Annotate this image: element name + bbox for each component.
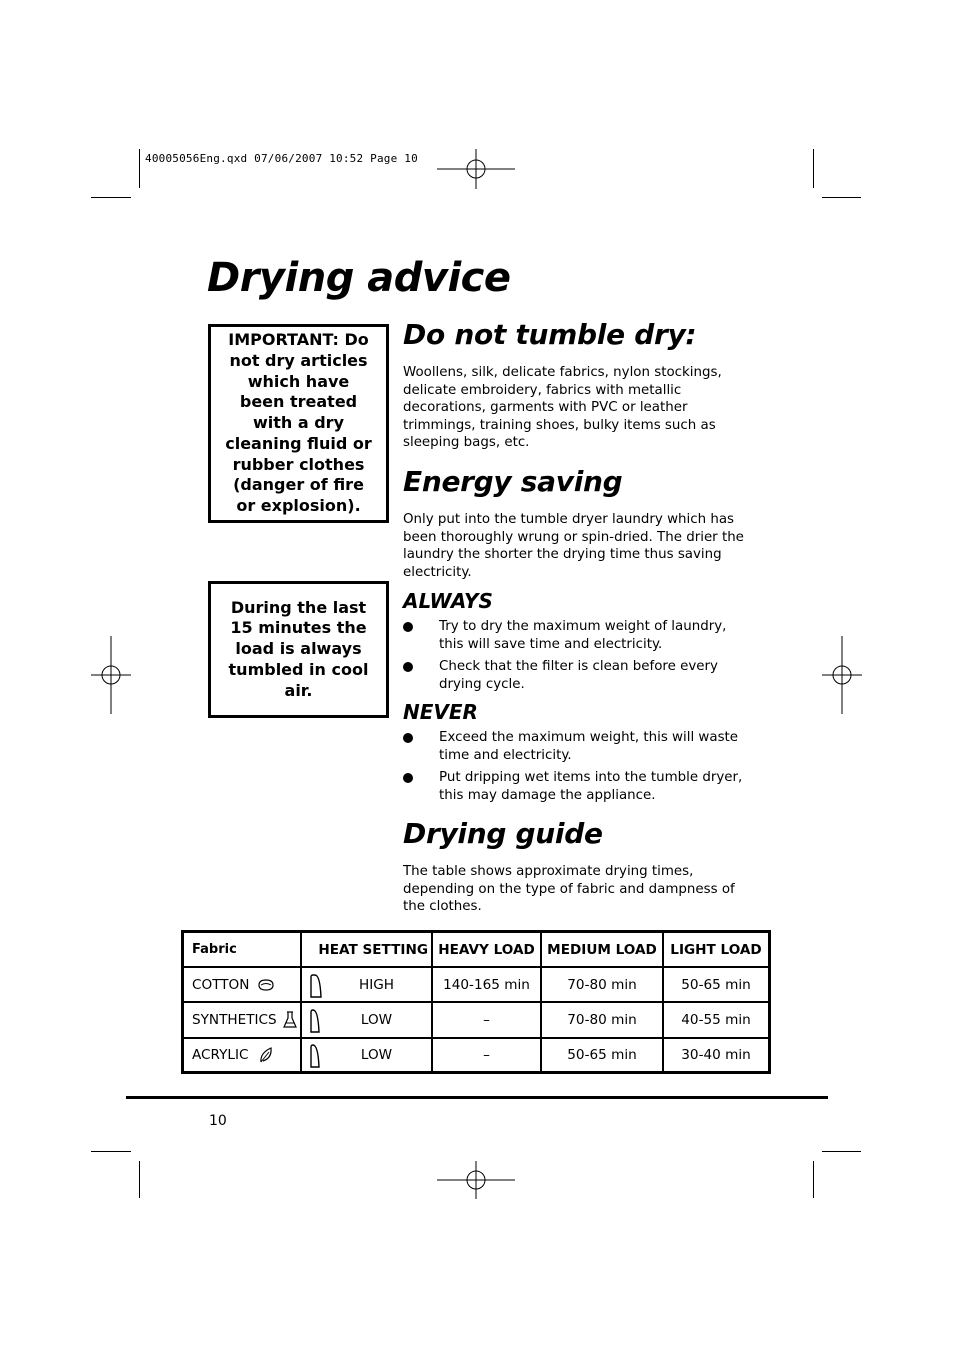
list-item-text: Exceed the maximum weight, this will waste time and electricity. — [439, 730, 739, 763]
table-row — [192, 968, 300, 1001]
table-row — [192, 1003, 300, 1037]
heavy-load-time: – — [483, 1012, 490, 1028]
list-item — [403, 618, 748, 653]
never-heading: NEVER — [403, 700, 478, 724]
cool-air-note-text: During the last 15 minutes the load is always tumbled in cool air. — [228, 597, 369, 700]
registration-mark-icon — [822, 636, 862, 714]
bullet-icon — [403, 773, 413, 783]
list-item-text: Check that the filter is clean before every drying cycle. — [439, 659, 718, 692]
drying-guide-text: The table shows approximate drying times, depending on the type of fabric and dampness of the clothes. — [403, 864, 735, 914]
print-slug: 40005056Eng.qxd 07/06/2007 10:52 Page 10 — [145, 152, 418, 165]
cool-air-note-box — [208, 581, 389, 718]
light-load-time: 50-65 min — [681, 976, 751, 993]
crop-mark — [822, 197, 861, 198]
footer-rule — [126, 1096, 828, 1099]
medium-load-time: 50-65 min — [567, 1047, 637, 1063]
crop-mark — [813, 149, 814, 188]
fabric-label: ACRYLIC — [192, 1047, 249, 1063]
list-item-text: Try to dry the maximum weight of laundry, this will save time and electricity. — [439, 619, 727, 652]
page-title: Drying advice — [207, 255, 511, 301]
crop-mark — [91, 1151, 131, 1152]
heavy-load-time: – — [483, 1047, 490, 1063]
medium-load-time: 70-80 min — [567, 976, 637, 993]
fabric-label: SYNTHETICS — [192, 1012, 277, 1028]
registration-mark-icon — [437, 149, 515, 189]
heat-setting: HIGH — [359, 976, 394, 993]
table-row — [192, 1039, 300, 1071]
low-heat-icon — [309, 1009, 321, 1033]
cotton-tumble-icon — [257, 978, 275, 992]
table-header-heat: HEAT SETTING — [318, 941, 428, 958]
list-item-text: Put dripping wet items into the tumble dryer, this may damage the appliance. — [439, 770, 743, 803]
bullet-icon — [403, 662, 413, 672]
important-warning-box — [208, 324, 389, 523]
crop-mark — [139, 149, 140, 188]
bullet-icon — [403, 622, 413, 632]
list-item — [403, 729, 748, 764]
high-heat-icon — [309, 974, 323, 998]
fabric-label: COTTON — [192, 976, 250, 993]
list-item — [403, 769, 748, 804]
heavy-load-time: 140-165 min — [443, 976, 530, 993]
synthetics-flask-icon — [283, 1011, 297, 1029]
table-header-medium: MEDIUM LOAD — [547, 941, 657, 958]
table-header-light: LIGHT LOAD — [670, 941, 762, 958]
bullet-icon — [403, 733, 413, 743]
important-warning-text: IMPORTANT: Do not dry articles which have been treated with a dry cleaning fluid or rubber clothes (danger of fire or explosion). — [225, 329, 372, 516]
low-heat-icon — [309, 1044, 321, 1068]
always-heading: ALWAYS — [403, 589, 493, 613]
light-load-time: 40-55 min — [681, 1012, 751, 1028]
crop-mark — [813, 1161, 814, 1198]
table-header-heavy: HEAVY LOAD — [438, 941, 535, 958]
energy-saving-heading: Energy saving — [403, 465, 623, 498]
drying-guide-heading: Drying guide — [403, 817, 603, 850]
do-not-tumble-heading: Do not tumble dry: — [403, 318, 697, 351]
page-number: 10 — [209, 1113, 227, 1129]
heat-setting: LOW — [360, 1047, 393, 1063]
do-not-tumble-text: Woollens, silk, delicate fabrics, nylon stockings, delicate embroidery, fabrics with metallic decorations, garments with PVC or leather trimmings, training shoes, bulky items such as sleeping bags, etc. — [403, 365, 722, 450]
crop-mark — [822, 1151, 861, 1152]
acrylic-leaf-icon — [259, 1047, 273, 1063]
crop-mark — [91, 197, 131, 198]
registration-mark-icon — [437, 1161, 515, 1199]
crop-mark — [139, 1161, 140, 1198]
medium-load-time: 70-80 min — [567, 1012, 637, 1028]
energy-saving-text: Only put into the tumble dryer laundry which has been thoroughly wrung or spin-dried. The drier the laundry the shorter the drying time thus saving electricity. — [403, 512, 744, 580]
list-item — [403, 658, 748, 693]
light-load-time: 30-40 min — [681, 1047, 751, 1063]
registration-mark-icon — [91, 636, 131, 714]
drying-times-table — [181, 930, 771, 1074]
heat-setting: LOW — [360, 1012, 393, 1028]
table-header-fabric: Fabric — [192, 942, 237, 957]
